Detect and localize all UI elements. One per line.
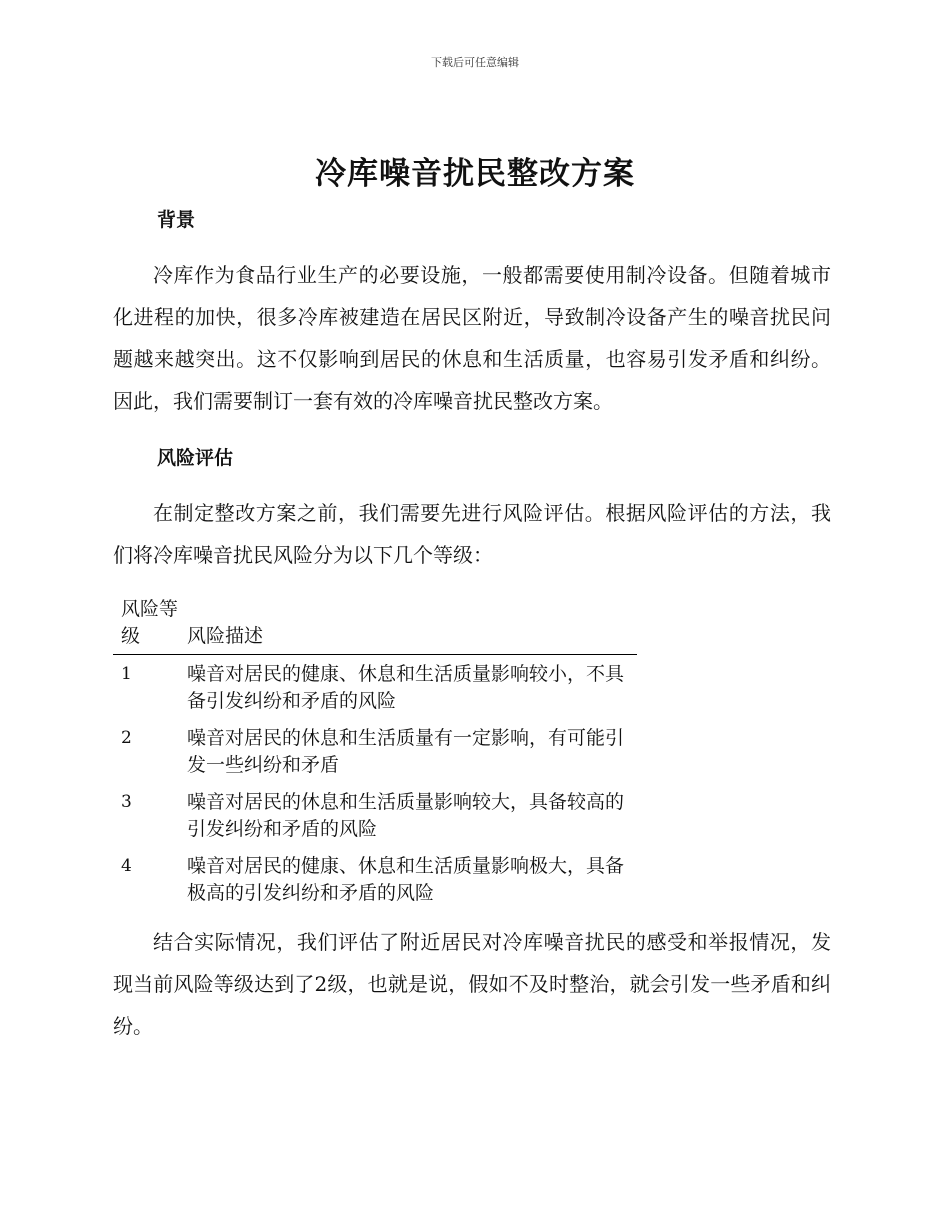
document-body xyxy=(113,200,831,1047)
table-header-row xyxy=(113,596,637,655)
risk-level-cell: 3 xyxy=(121,792,132,812)
risk-description-cell: 噪音对居民的休息和生活质量影响较大，具备较高的引发纠纷和矛盾的风险 xyxy=(187,791,625,840)
table-row xyxy=(113,719,637,783)
risk-description-cell: 噪音对居民的健康、休息和生活质量影响极大，具备极高的引发纠纷和矛盾的风险 xyxy=(187,855,625,904)
page-header-note: 下载后可任意编辑 xyxy=(431,56,519,69)
section-heading-background: 背景 xyxy=(157,209,196,231)
table-row xyxy=(113,655,637,720)
risk-level-cell: 1 xyxy=(121,664,132,684)
risk-description-cell: 噪音对居民的健康、休息和生活质量影响较小，不具备引发纠纷和矛盾的风险 xyxy=(187,663,625,712)
section-heading-risk-assessment: 风险评估 xyxy=(157,447,234,469)
table-header-description: 风险描述 xyxy=(179,596,637,655)
risk-level-table xyxy=(113,596,637,911)
risk-intro-paragraph: 在制定整改方案之前，我们需要先进行风险评估。根据风险评估的方法，我们将冷库噪音扰民风险分为以下几个等级： xyxy=(113,501,831,567)
document-title: 冷库噪音扰民整改方案 xyxy=(315,156,635,192)
table-row xyxy=(113,783,637,847)
table-header-level: 风险等级 xyxy=(113,596,179,655)
assessment-conclusion-paragraph: 结合实际情况，我们评估了附近居民对冷库噪音扰民的感受和举报情况，发现当前风险等级达到了2级，也就是说，假如不及时整治，就会引发一些矛盾和纠纷。 xyxy=(113,930,831,1038)
background-paragraph: 冷库作为食品行业生产的必要设施，一般都需要使用制冷设备。但随着城市化进程的加快，很多冷库被建造在居民区附近，导致制冷设备产生的噪音扰民问题越来越突出。这不仅影响到居民的休息和生活质量，也容易引发矛盾和纠纷。因此，我们需要制订一套有效的冷库噪音扰民整改方案。 xyxy=(113,263,831,413)
risk-description-cell: 噪音对居民的休息和生活质量有一定影响，有可能引发一些纠纷和矛盾 xyxy=(187,727,625,776)
risk-level-cell: 4 xyxy=(121,856,132,876)
risk-level-cell: 2 xyxy=(121,728,132,748)
table-row xyxy=(113,847,637,911)
